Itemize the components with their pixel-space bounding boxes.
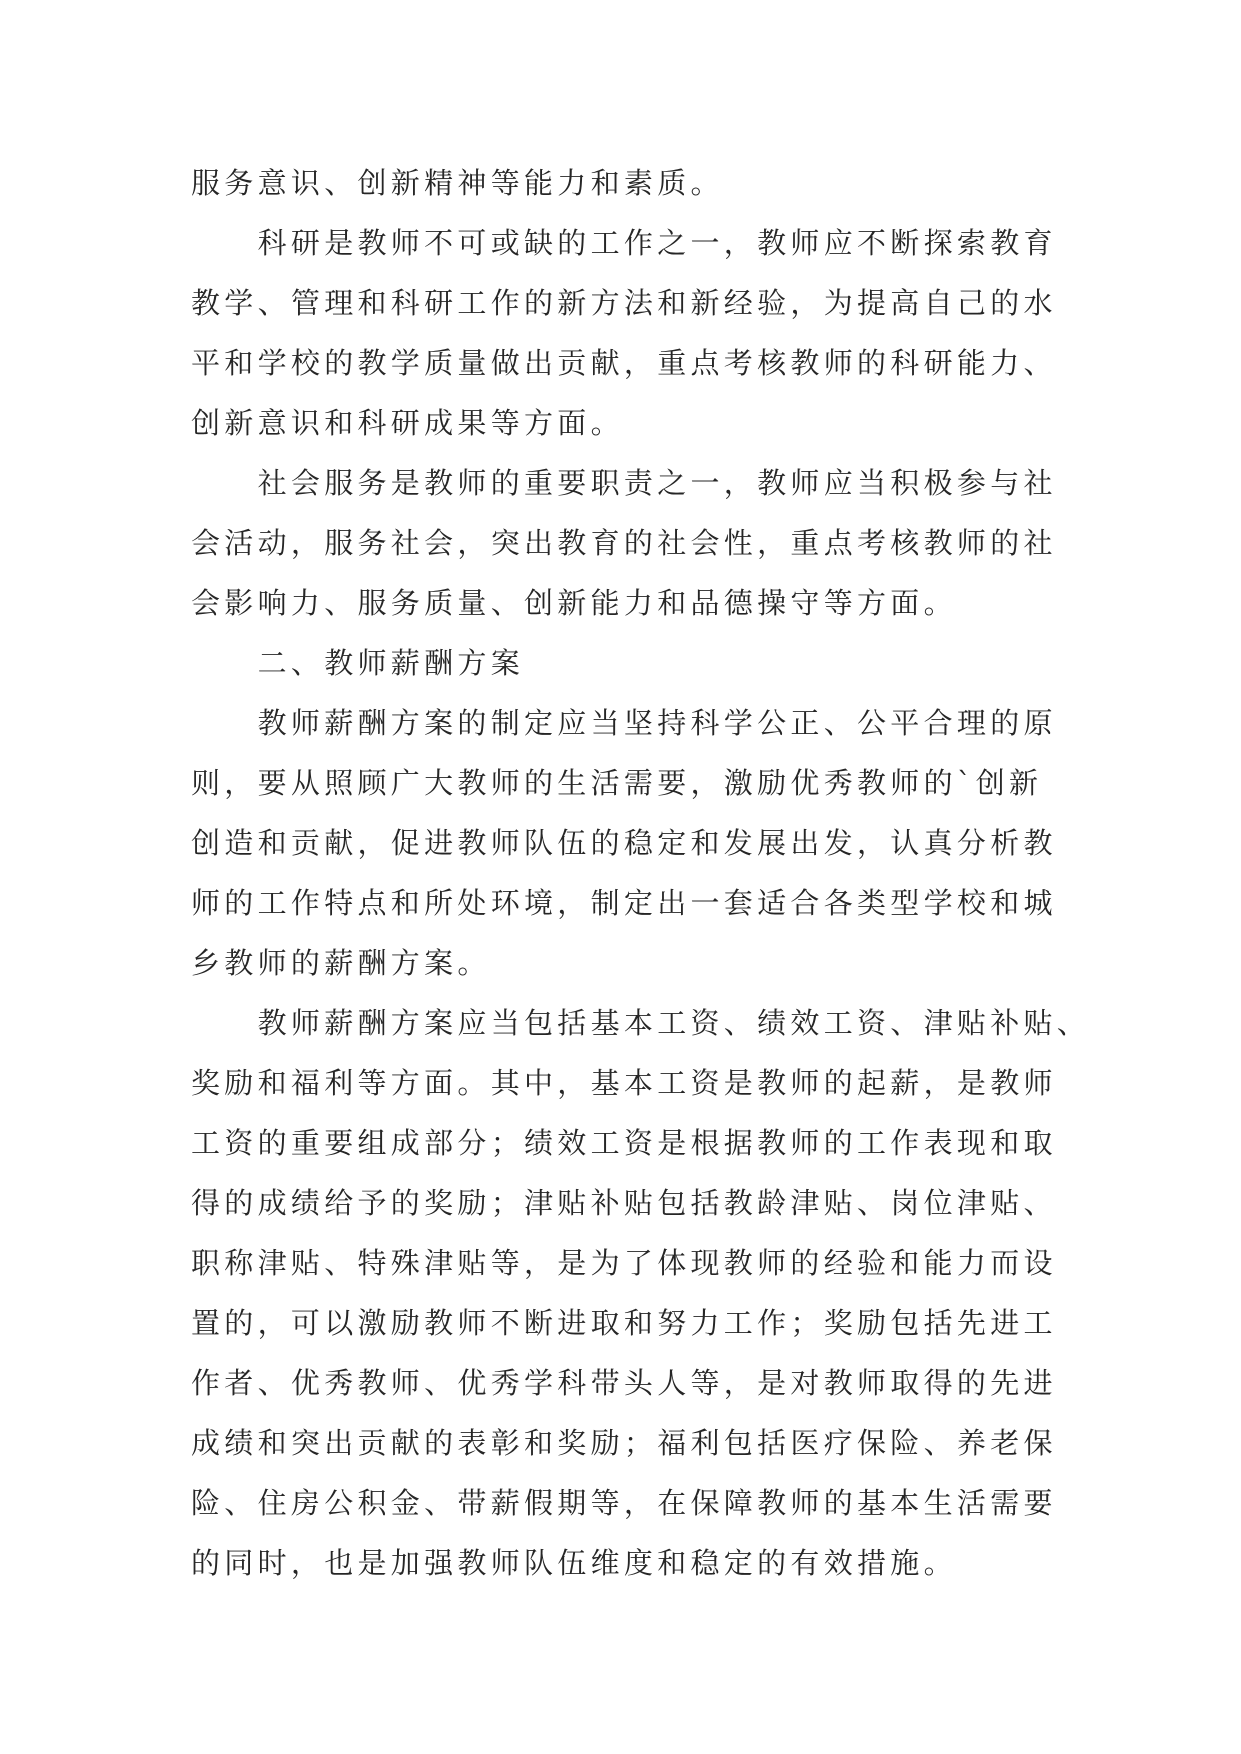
text-line: 师的工作特点和所处环境，制定出一套适合各类型学校和城 [191,886,1057,920]
text-line: 工资的重要组成部分；绩效工资是根据教师的工作表现和取 [191,1126,1057,1160]
section-heading [191,633,1091,693]
text-line: 教师薪酬方案应当包括基本工资、绩效工资、津贴补贴、 [257,1006,1091,1040]
text-line: 服务意识、创新精神等能力和素质。 [191,166,724,200]
text-line: 作者、优秀教师、优秀学科带头人等，是对教师取得的先进 [191,1366,1057,1400]
text-line: 教学、管理和科研工作的新方法和新经验，为提高自己的水 [191,286,1057,320]
text-line: 会活动，服务社会，突出教育的社会性，重点考核教师的社 [191,526,1057,560]
text-line: 教师薪酬方案的制定应当坚持科学公正、公平合理的原 [257,706,1057,740]
paragraph-social-service [191,453,1091,633]
document-body [191,153,1091,1593]
text-line: 社会服务是教师的重要职责之一，教师应当积极参与社 [257,466,1057,500]
text-line: 职称津贴、特殊津贴等，是为了体现教师的经验和能力而设 [191,1246,1057,1280]
paragraph-research [191,213,1091,453]
paragraph-salary-principles [191,693,1091,993]
text-line: 的同时，也是加强教师队伍维度和稳定的有效措施。 [191,1546,957,1580]
text-line: 科研是教师不可或缺的工作之一，教师应不断探索教育 [257,226,1057,260]
text-line: 成绩和突出贡献的表彰和奖励；福利包括医疗保险、养老保 [191,1426,1057,1460]
text-line: 奖励和福利等方面。其中，基本工资是教师的起薪，是教师 [191,1066,1057,1100]
section-heading-text: 二、教师薪酬方案 [257,646,524,680]
text-line: 平和学校的教学质量做出贡献，重点考核教师的科研能力、 [191,346,1057,380]
text-line: 则，要从照顾广大教师的生活需要，激励优秀教师的`创新 [191,766,1043,800]
text-line: 乡教师的薪酬方案。 [191,946,491,980]
text-line: 创造和贡献，促进教师队伍的稳定和发展出发，认真分析教 [191,826,1057,860]
paragraph-continuation [191,153,1091,213]
text-line: 得的成绩给予的奖励；津贴补贴包括教龄津贴、岗位津贴、 [191,1186,1057,1220]
paragraph-salary-components [191,993,1091,1593]
text-line: 置的，可以激励教师不断进取和努力工作；奖励包括先进工 [191,1306,1057,1340]
text-line: 险、住房公积金、带薪假期等，在保障教师的基本生活需要 [191,1486,1057,1520]
text-line: 会影响力、服务质量、创新能力和品德操守等方面。 [191,586,957,620]
text-line: 创新意识和科研成果等方面。 [191,406,624,440]
